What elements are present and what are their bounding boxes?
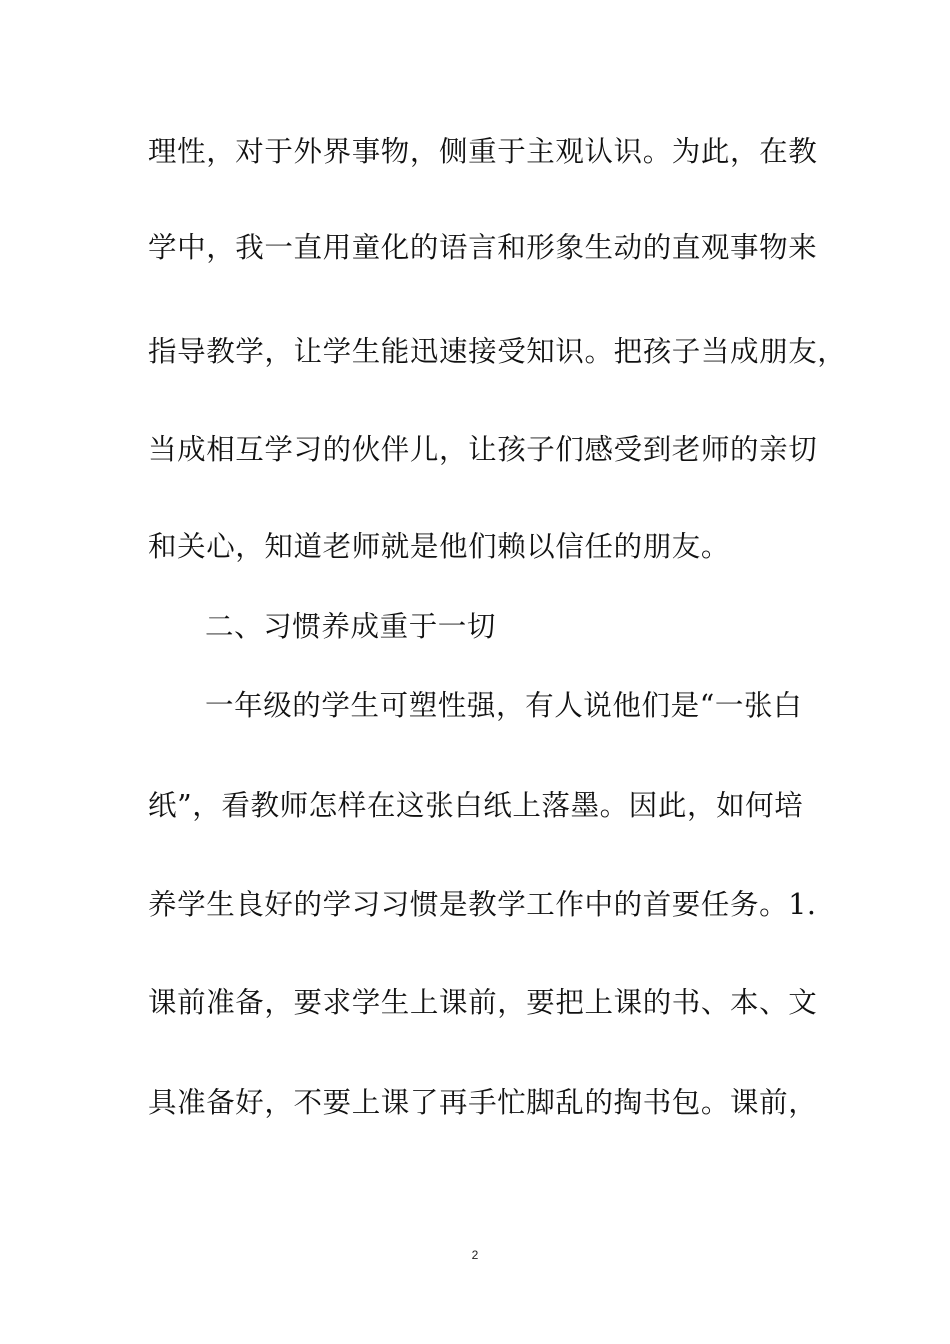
text-line: 指导教学，让学生能迅速接受知识。把孩子当成朋友，	[148, 335, 847, 368]
text-line: 养学生良好的学习习惯是教学工作中的首要任务。1.	[148, 888, 817, 921]
text-line: 具准备好，不要上课了再手忙脚乱的掏书包。课前，	[148, 1086, 818, 1119]
page-number: 2	[471, 1248, 479, 1262]
text-line: 一年级的学生可塑性强，有人说他们是“一张白	[205, 689, 803, 722]
text-line: 学中，我一直用童化的语言和形象生动的直观事物来	[148, 231, 818, 264]
text-line: 和关心，知道老师就是他们赖以信任的朋友。	[148, 530, 731, 563]
text-line: 课前准备，要求学生上课前，要把上课的书、本、文	[148, 986, 818, 1019]
text-line: 理性，对于外界事物，侧重于主观认识。为此，在教	[148, 135, 818, 168]
text-line: 当成相互学习的伙伴儿，让孩子们感受到老师的亲切	[148, 433, 818, 466]
text-line: 纸”，看教师怎样在这张白纸上落墨。因此，如何培	[148, 789, 804, 822]
section-heading: 二、习惯养成重于一切	[205, 610, 497, 643]
